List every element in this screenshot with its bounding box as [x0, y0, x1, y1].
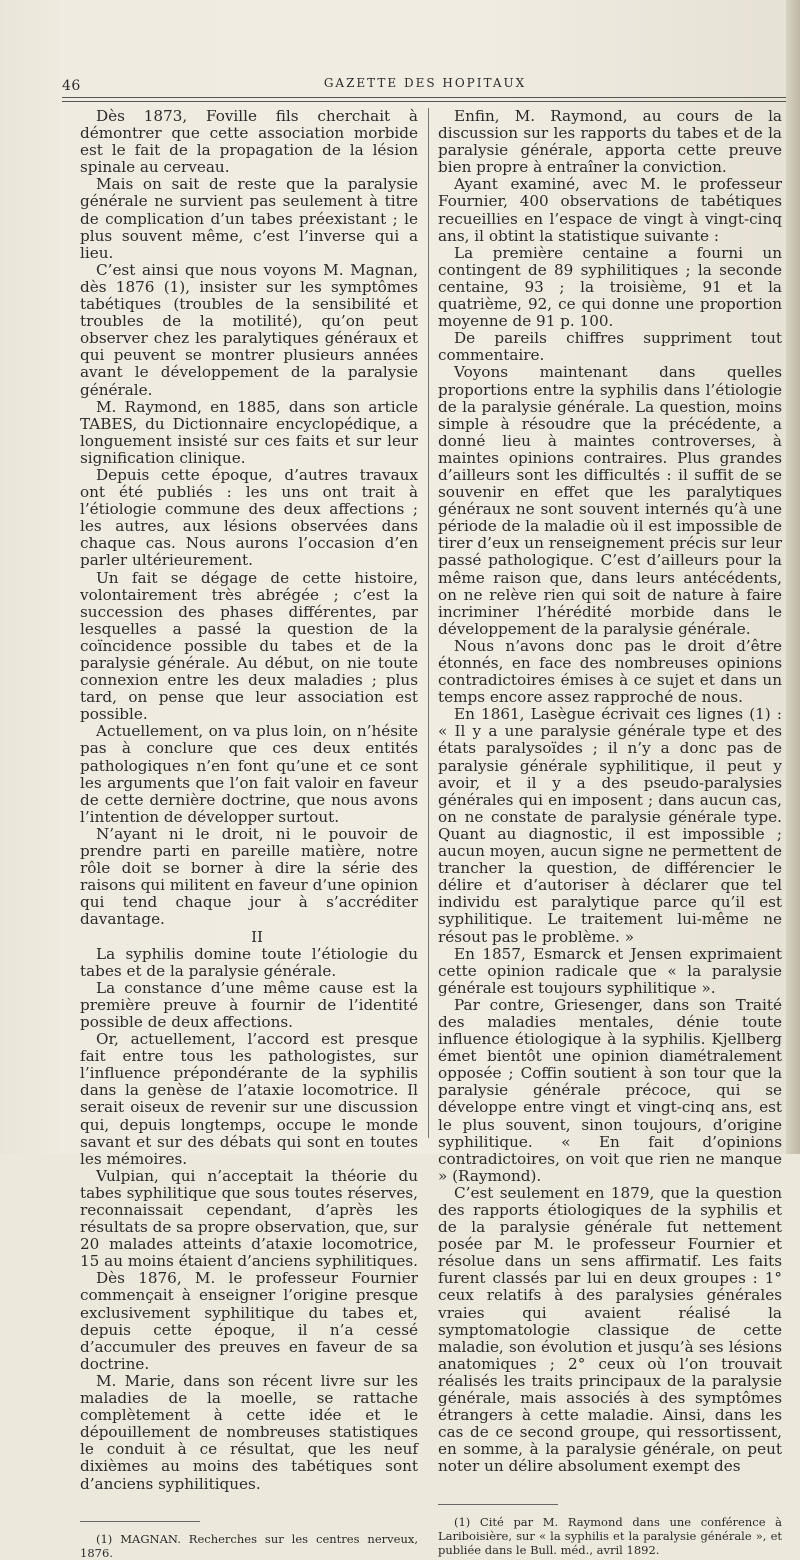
paragraph: Un fait se dégage de cette histoire, volontairement très abrégée ; c’est la succession des phases différentes, par lesquelles a passé la question de la coïncidence possible du tabes et de la paralysie générale. Au début, on nie toute connexion entre les deux maladies ; plus tard, on pense que leur association est possible.: [80, 568, 418, 724]
footnote-rule: [438, 1504, 558, 1505]
paragraph: Actuellement, on va plus loin, on n’hésite pas à conclure que ces deux entités pathologiques n’en font qu’une et ce sont les arguments que l’on fait valoir en faveur de cette dernière doctrine, que nous avons l’intention de développer surtout.: [80, 722, 418, 826]
paragraph: La syphilis domine toute l’étiologie du tabes et de la paralysie générale.: [80, 944, 418, 980]
paragraph: Depuis cette époque, d’autres travaux ont été publiés : les uns ont trait à l’étiologie commune des deux affections ; les autres, aux lésions observées dans chaque cas. Nous aurons l’occasion d’en parler ultérieurement.: [80, 465, 418, 570]
right-column: [438, 108, 782, 1557]
paragraph: La constance d’une même cause est la première preuve à fournir de l’identité possible de deux affections.: [80, 978, 418, 1031]
paragraph: N’ayant ni le droit, ni le pouvoir de prendre parti en pareille matière, notre rôle doit se borner à dire la série des raisons qui militent en faveur d’une opinion qui tend chaque jour à s’accréditer davantage.: [80, 824, 418, 929]
page-number: 46: [62, 78, 81, 94]
paragraph: Or, actuellement, l’accord est presque fait entre tous les pathologistes, sur l’influence prépondérante de la syphilis dans la genèse de l’ataxie locomotrice. Il serait oiseux de revenir sur une discussion qui, depuis longtemps, occupe le monde savant et sur des débats qui sont en toutes les mémoires.: [80, 1030, 418, 1168]
section-number: II: [251, 927, 263, 946]
paragraph: Ayant examiné, avec M. le professeur Fournier, 400 observations de tabétiques recueillies en l’espace de vingt à vingt-cinq ans, il obtint la statistique suivante :: [438, 175, 782, 245]
paragraph: Voyons maintenant dans quelles proportions entre la syphilis dans l’étiologie de la paralysie générale. La question, moins simple à résoudre que la précédente, a donné lieu à maintes controverses, à maintes opinions contraires. Plus grandes d’ailleurs sont les difficultés : il suffit de se souvenir en effet que les paralytiques généraux ne sont souvent internés qu’à une période de la maladie où il est impossible de tirer d’eux un renseignement précis sur leur passé pathologique. C’est d’ailleurs pour la même raison que, dans leurs antécédents, on ne relève rien qui soit de nature à faire incriminer l’hérédité morbide dans le développement de la paralysie générale.: [438, 363, 782, 638]
paragraph: De pareils chiffres suppriment tout commentaire.: [438, 329, 782, 365]
left-column: [80, 108, 418, 1560]
page-edge: [786, 0, 800, 1154]
paragraph: M. Marie, dans son récent livre sur les maladies de la moelle, se rattache complètement à cette idée et le dépouillement de nombreuses statistiques le conduit à ce résultat, que les neuf dixièmes au moins des tabétiques sont d’anciens syphilitiques.: [80, 1371, 418, 1493]
paragraph: Vulpian, qui n’acceptait la théorie du tabes syphilitique que sous toutes réserves, reconnaissait cependant, d’après les résultats de sa propre observation, que, sur 20 malades atteints d’ataxie locomotrice, 15 au moins étaient d’anciens syphilitiques.: [80, 1166, 418, 1271]
paragraph: La première centaine a fourni un contingent de 89 syphilitiques ; la seconde centaine, 93 ; la troisième, 91 et la quatrième, 92, ce qui donne une proportion moyenne de 91 p. 100.: [438, 243, 782, 331]
footnote-rule: [80, 1521, 200, 1522]
paragraph: M. Raymond, en 1885, dans son article TABES, du Dictionnaire encyclopédique, a longuement insisté sur ces faits et sur leur signification clinique.: [80, 397, 418, 467]
running-title: GAZETTE DES HOPITAUX: [323, 76, 527, 90]
page-header: [62, 72, 788, 94]
paragraph: Dès 1873, Foville fils cherchait à démontrer que cette association morbide est le fait de la propagation de la lésion spinale au cerveau.: [80, 107, 418, 177]
paragraph: En 1857, Esmarck et Jensen exprimaient cette opinion radicale que « la paralysie générale est toujours syphilitique ».: [438, 944, 782, 997]
paragraph: Mais on sait de reste que la paralysie générale ne survient pas seulement à titre de complication d’un tabes préexistant ; le plus souvent même, c’est l’inverse qui a lieu.: [80, 175, 418, 262]
paragraph: Dès 1876, M. le professeur Fournier commençait à enseigner l’origine presque exclusivement syphilitique du tabes et, depuis cette époque, il n’a cessé d’accumuler des preuves en faveur de sa doctrine.: [80, 1269, 418, 1373]
paragraph: Nous n’avons donc pas le droit d’être étonnés, en face des nombreuses opinions contradictoires émises à ce sujet et dans un temps encore assez rapproché de nous.: [438, 636, 782, 707]
column-divider: [428, 108, 429, 1138]
paragraph: C’est ainsi que nous voyons M. Magnan, dès 1876 (1), insister sur les symptômes tabétiques (troubles de la sensibilité et troubles de la motilité), qu’on peut observer chez les paralytiques généraux et qui peuvent se montrer plusieurs années avant le développement de la paralysie générale.: [80, 260, 418, 399]
paragraph: Enfin, M. Raymond, au cours de la discussion sur les rapports du tabes et de la paralysie générale, apporta cette preuve bien propre à entraîner la conviction.: [438, 107, 782, 177]
footnote: (1) Cité par M. Raymond dans une conférence à Lariboisière, sur « la syphilis et la paralysie générale », et publiée dans le Bull. méd., avril 1892.: [438, 1514, 782, 1557]
paragraph: En 1861, Lasègue écrivait ces lignes (1) : « Il y a une paralysie générale type et des états paralysoïdes ; il n’y a donc pas de paralysie générale syphilitique, il peut y avoir, et il y a des pseudo-paralysies générales qui en imposent ; dans aucun cas, on ne constate de paralysie générale type. Quant au diagnostic, il est impossible ; aucun moyen, aucun signe ne permettent de trancher la question, de différencier le délire et d’autoriser à déclarer que tel individu est paralytique parce qu’il est syphilitique. Le traitement lui-même ne résout pas le problème. »: [438, 705, 782, 946]
paragraph: C’est seulement en 1879, que la question des rapports étiologiques de la syphilis et de la paralysie générale fut nettement posée par M. le professeur Fournier et résolue dans un sens affirmatif. Les faits furent classés par lui en deux groupes : 1° ceux relatifs à des paralysies générales vraies qui avaient réalisé la symptomatologie classique de cette maladie, son évolution et jusqu’à ses lésions anatomiques ; 2° ceux où l’on trouvait réalisés les traits principaux de la paralysie générale, mais associés à des symptômes étrangers à cette maladie. Ainsi, dans les cas de ce second groupe, qui ressortissent, en somme, à la paralysie générale, on peut noter un délire absolument exempt des: [438, 1183, 782, 1476]
header-rule: [62, 97, 788, 102]
footnote: (1) MAGNAN. Recherches sur les centres nerveux, 1876.: [80, 1531, 418, 1560]
paragraph: Par contre, Griesenger, dans son Traité des maladies mentales, dénie toute influence étiologique à la syphilis. Kjellberg émet bientôt une opinion diamétralement opposée ; Coffin soutient à son tour que la paralysie générale précoce, qui se développe entre vingt et vingt-cinq ans, est le plus souvent, sinon toujours, d’origine syphilitique. « En fait d’opinions contradictoires, on voit que rien ne manque » (Raymond).: [438, 995, 782, 1185]
